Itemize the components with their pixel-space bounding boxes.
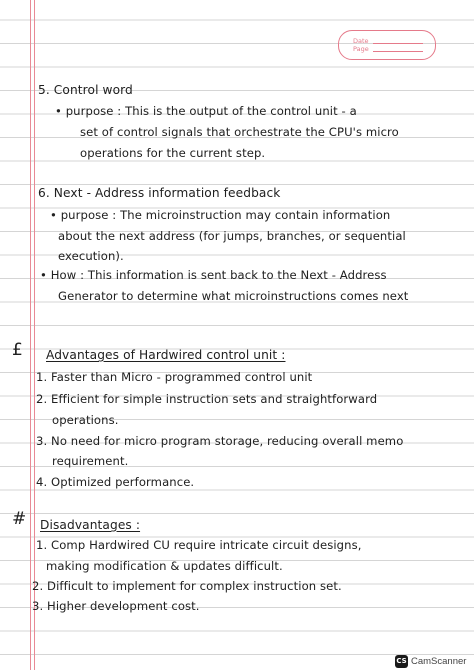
section-6-heading: 6. Next - Address information feedback (38, 186, 281, 200)
advantage-3-line-1: 3. No need for micro program storage, reducing overall memo (36, 434, 404, 448)
date-label: Date (353, 37, 369, 45)
margin-line-outer (30, 0, 31, 670)
disadvantage-1-line-1: 1. Comp Hardwired CU require intricate circuit designs, (36, 538, 362, 552)
next-address-purpose-line-3: execution). (58, 249, 124, 263)
section-5-heading: 5. Control word (38, 83, 133, 97)
control-word-purpose-line-2: set of control signals that orchestrate the CPU's micro (80, 125, 399, 139)
advantage-3-line-2: requirement. (52, 454, 129, 468)
next-address-how-line-2: Generator to determine what microinstructions comes next (58, 289, 409, 303)
page-label: Page (353, 45, 369, 53)
advantage-1: 1. Faster than Micro - programmed control unit (36, 370, 313, 384)
margin-line-inner (34, 0, 35, 670)
control-word-purpose-line-1: • purpose : This is the output of the control unit - a (55, 104, 357, 118)
disadvantage-2: 2. Difficult to implement for complex instruction set. (32, 579, 342, 593)
disadvantage-3: 3. Higher development cost. (32, 599, 200, 613)
disadvantages-symbol: # (12, 509, 27, 529)
next-address-how-line-1: • How : This information is sent back to the Next - Address (40, 268, 387, 282)
advantages-heading: Advantages of Hardwired control unit : (46, 348, 286, 362)
next-address-purpose-line-1: • purpose : The microinstruction may contain information (50, 208, 391, 222)
camscanner-watermark (395, 654, 466, 668)
page-rule (373, 51, 423, 52)
date-rule (373, 43, 423, 44)
next-address-purpose-line-2: about the next address (for jumps, branches, or sequential (58, 229, 406, 243)
control-word-purpose-line-3: operations for the current step. (80, 146, 266, 160)
disadvantage-1-line-2: making modification & updates difficult. (46, 559, 283, 573)
camscanner-label: CamScanner (411, 655, 467, 667)
advantages-symbol: £ (12, 340, 23, 360)
date-page-stamp (338, 30, 436, 60)
disadvantages-heading: Disadvantages : (40, 518, 141, 532)
advantage-2-line-2: operations. (52, 413, 119, 427)
camscanner-icon: CS (395, 655, 408, 668)
advantage-2-line-1: 2. Efficient for simple instruction sets and straightforward (36, 392, 378, 406)
advantage-4: 4. Optimized performance. (36, 475, 195, 489)
